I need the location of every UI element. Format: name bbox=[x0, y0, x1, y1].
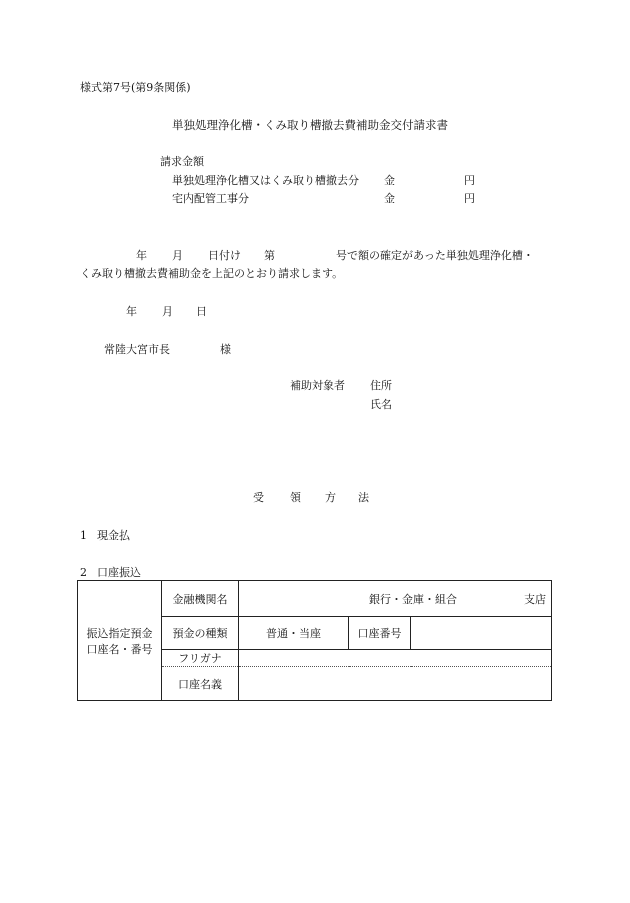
document-title: 単独処理浄化槽・くみ取り槽撤去費補助金交付請求書 bbox=[172, 118, 448, 132]
furigana-field[interactable] bbox=[239, 650, 552, 667]
body-line2: くみ取り槽撤去費補助金を上記のとおり請求します。 bbox=[80, 267, 344, 280]
applicant-label: 補助対象者 bbox=[290, 379, 345, 392]
receipt-heading-char: 方 bbox=[325, 491, 336, 504]
date-day: 日 bbox=[196, 305, 207, 318]
bank-transfer-table bbox=[77, 580, 552, 701]
date-year: 年 bbox=[126, 305, 137, 318]
yen-label: 円 bbox=[464, 192, 475, 205]
account-name-label: 口座名義 bbox=[162, 667, 239, 701]
row-header-line1: 振込指定預金 bbox=[86, 626, 153, 640]
address-label: 住所 bbox=[370, 379, 392, 392]
account-number-label: 口座番号 bbox=[349, 617, 411, 650]
account-row-header bbox=[78, 581, 162, 701]
account-name-field[interactable] bbox=[239, 667, 552, 701]
receipt-heading-char: 領 bbox=[290, 491, 301, 504]
branch-label: 支店 bbox=[524, 592, 546, 606]
kin-label: 金 bbox=[384, 174, 395, 187]
kin-label: 金 bbox=[384, 192, 395, 205]
institution-label: 金融機関名 bbox=[162, 581, 239, 617]
name-label: 氏名 bbox=[370, 398, 392, 411]
body-year: 年 bbox=[136, 249, 147, 262]
body-dated: 日付け bbox=[208, 249, 241, 262]
claim-label: 単独処理浄化槽又はくみ取り槽撤去分 bbox=[172, 174, 359, 187]
yen-label: 円 bbox=[464, 174, 475, 187]
receipt-heading-char: 法 bbox=[358, 491, 369, 504]
addressee-name: 常陸大宮市長 bbox=[104, 343, 170, 356]
body-line1-rest: 号で額の確定があった単独処理浄化槽・ bbox=[336, 249, 534, 262]
option1-label: 現金払 bbox=[97, 529, 130, 542]
option2-label: 口座振込 bbox=[97, 566, 141, 579]
receipt-heading-char: 受 bbox=[253, 491, 264, 504]
addressee-suffix: 様 bbox=[220, 343, 231, 356]
deposit-type-value[interactable]: 普通・当座 bbox=[239, 617, 349, 650]
institution-types: 銀行・金庫・組合 bbox=[369, 592, 457, 606]
body-month: 月 bbox=[172, 249, 183, 262]
form-number: 様式第7号(第9条関係) bbox=[80, 81, 191, 94]
claim-label: 宅内配管工事分 bbox=[172, 192, 249, 205]
account-number-field[interactable] bbox=[411, 617, 552, 650]
body-dai: 第 bbox=[264, 249, 275, 262]
furigana-label: フリガナ bbox=[162, 650, 239, 667]
claim-heading: 請求金額 bbox=[160, 155, 204, 168]
option1-number: 1 bbox=[80, 529, 87, 542]
row-header-line2: 口座名・番号 bbox=[86, 642, 153, 656]
deposit-type-label: 預金の種類 bbox=[162, 617, 239, 650]
institution-field[interactable] bbox=[239, 581, 552, 617]
option2-number: 2 bbox=[80, 566, 87, 579]
date-month: 月 bbox=[162, 305, 173, 318]
